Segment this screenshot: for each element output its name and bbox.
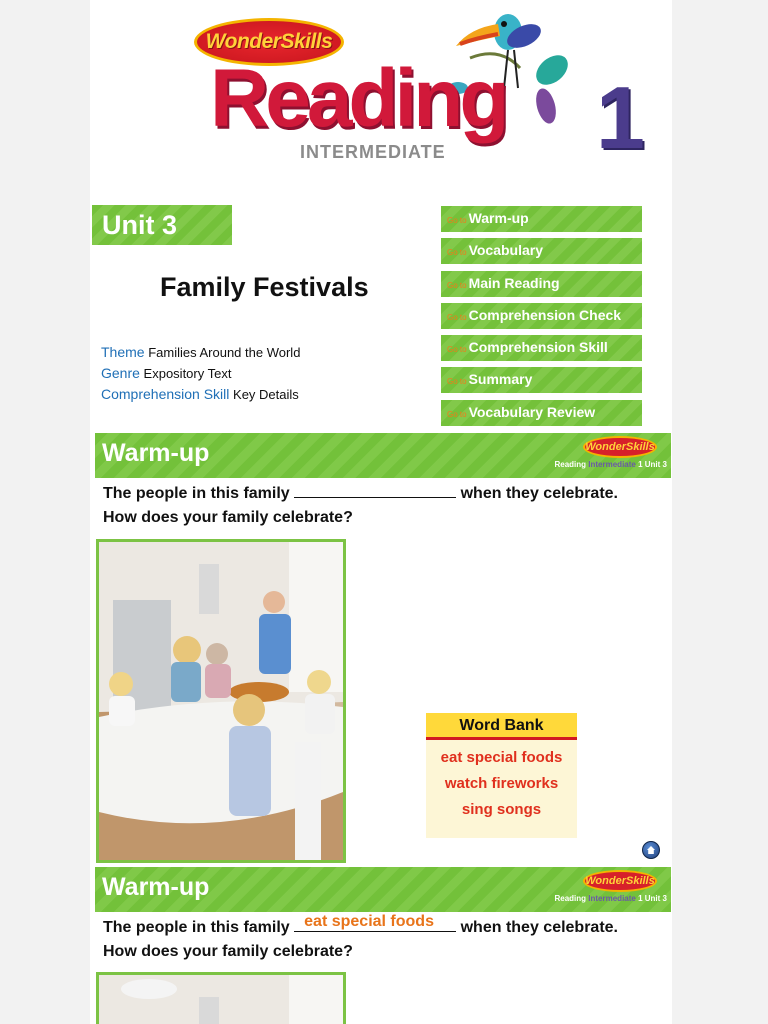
- nav-vocabulary-review-button[interactable]: Go to Vocabulary Review: [441, 400, 642, 426]
- word-bank-item: sing songs: [461, 801, 542, 818]
- level-label: INTERMEDIATE: [300, 142, 446, 162]
- wonderskills-mini-logo: WonderSkills: [583, 436, 657, 458]
- warm-up-header: Warm-up WonderSkills Reading Intermediate 1 Unit 3: [95, 433, 671, 478]
- question-text: The people in this family when they celebrate. How does your family celebrate?: [103, 482, 618, 530]
- answer-blank: [294, 482, 456, 498]
- wonderskills-mini-logo: WonderSkills: [583, 870, 657, 892]
- home-icon[interactable]: [642, 841, 660, 859]
- meta-genre: Genre Expository Text: [101, 365, 232, 381]
- nav-main-reading-button[interactable]: Go to Main Reading: [441, 271, 642, 297]
- series-label: Reading Intermediate 1 Unit 3: [554, 460, 667, 469]
- nav-summary-button[interactable]: Go to Summary: [441, 367, 642, 393]
- meta-theme: Theme Families Around the World: [101, 344, 301, 360]
- nav-comprehension-skill-button[interactable]: Go to Comprehension Skill: [441, 335, 642, 361]
- reading-title: Reading: [210, 53, 506, 144]
- section-nav: [441, 206, 642, 432]
- nav-warm-up-button[interactable]: Go to Warm-up: [441, 206, 642, 232]
- document-page: [90, 0, 672, 1024]
- word-bank-item: eat special foods: [440, 749, 563, 766]
- unit-meta: [101, 342, 300, 405]
- answer-text: eat special foods: [304, 913, 434, 930]
- family-photo: [96, 539, 346, 863]
- nav-vocabulary-button[interactable]: Go to Vocabulary: [441, 238, 642, 264]
- wonderskills-logo: WonderSkills: [194, 18, 344, 66]
- family-photo-2: [96, 972, 346, 1024]
- word-bank-item: watch fireworks: [444, 775, 559, 792]
- unit-title: Family Festivals: [160, 272, 369, 302]
- word-bank-title: Word Bank: [426, 713, 577, 740]
- meta-skill: Comprehension Skill Key Details: [101, 386, 299, 402]
- question-text-answered: The people in this family eat special foods when they celebrate. How does your family celebrate?: [103, 916, 618, 964]
- answer-blank: [294, 913, 456, 932]
- unit-badge: Unit 3: [92, 205, 232, 245]
- warm-up-header-2: Warm-up WonderSkills Reading Intermediate 1 Unit 3: [95, 867, 671, 912]
- nav-comprehension-check-button[interactable]: Go to Comprehension Check: [441, 303, 642, 329]
- book-number: 1: [596, 68, 645, 167]
- word-bank: [426, 713, 577, 838]
- series-label: Reading Intermediate 1 Unit 3: [554, 894, 667, 903]
